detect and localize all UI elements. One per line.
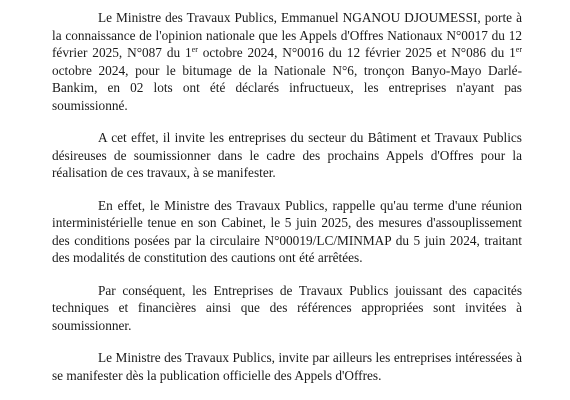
paragraph-announcement-part-3: octobre 2024, pour le bitumage de la Nationale N°6, tronçon Banyo-Mayo Darlé-Bankim, en 02 lots ont été déclarés infructueux, les entreprises n'ayant pas soumissionné. bbox=[52, 62, 522, 113]
paragraph-invitation: A cet effet, il invite les entreprises du secteur du Bâtiment et Travaux Publics désireuses de soumissionner dans le cadre des prochains Appels d'Offres pour la réalisation de ces travaux, à se manifester. bbox=[52, 130, 522, 180]
ordinal-superscript: er bbox=[191, 45, 198, 54]
paragraph-reminder: En effet, le Ministre des Travaux Publics, rappelle qu'au terme d'une réunion interministérielle tenue en son Cabinet, le 5 juin 2025, des mesures d'assouplissement des conditions posées par la circulaire N°00019/LC/MINMAP du 5 juin 2024, traitant des modalités de constitution des cautions ont été arrêtées. bbox=[52, 197, 522, 265]
paragraph-consequence: Par conséquent, les Entreprises de Travaux Publics jouissant des capacités techniques et financières ainsi que des références appropriées sont invitées à soumissionner. bbox=[52, 282, 522, 333]
paragraph-announcement bbox=[52, 9, 522, 114]
paragraph-announcement-part-2: octobre 2024, N°0016 du 12 février 2025 et N°086 du 1 bbox=[197, 45, 516, 60]
ordinal-superscript: er bbox=[515, 45, 522, 54]
paragraph-announcement-part-1: Le Ministre des Travaux Publics, Emmanuel NGANOU DJOUMESSI, porte à la connaissance de l'opinion nationale que les Appels d'Offres Nationaux N°0017 du 12 février 2025, N°087 du 1 bbox=[52, 10, 522, 60]
communique-body bbox=[52, 9, 522, 384]
paragraph-closing: Le Ministre des Travaux Publics, invite par ailleurs les entreprises intéressées à se manifester dès la publication officielle des Appels d'Offres. bbox=[52, 350, 522, 383]
